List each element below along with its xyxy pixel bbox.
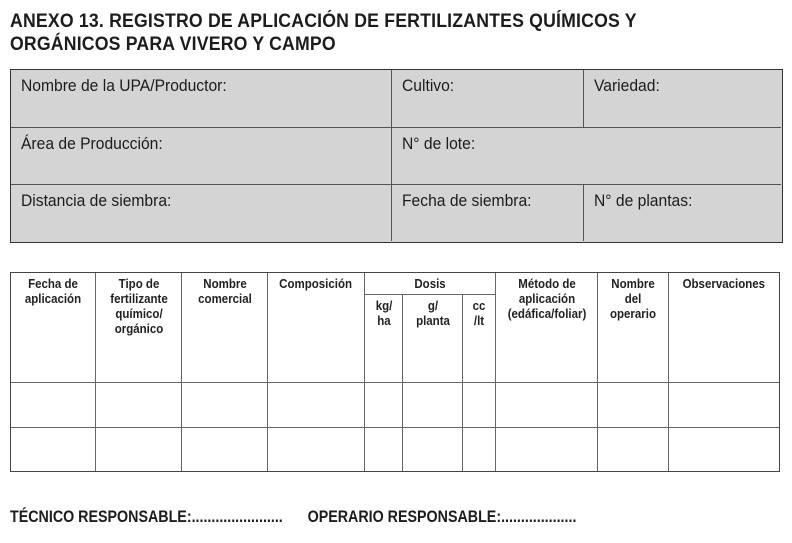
signature-footer	[10, 508, 790, 527]
nombre-upa-field[interactable]	[11, 70, 392, 128]
header-metodo: Método de aplicación (edáfica/foliar)	[496, 273, 598, 383]
fecha-siembra-label: Fecha de siembra:	[402, 191, 532, 210]
numero-lote-label: N° de lote:	[402, 134, 476, 153]
header-nombre-comercial: Nombre comercial	[182, 273, 268, 383]
document-title	[10, 10, 726, 56]
distancia-siembra-field[interactable]	[11, 185, 392, 241]
header-operario: Nombre del operario	[598, 273, 669, 383]
table-cell[interactable]	[403, 428, 463, 471]
title-line-2: ORGÁNICOS PARA VIVERO Y CAMPO	[10, 34, 336, 55]
header-dosis-cc: cc /lt	[463, 295, 496, 383]
header-dosis: Dosis	[365, 273, 496, 295]
table-cell[interactable]	[496, 428, 598, 471]
header-dosis-g: g/ planta	[403, 295, 463, 383]
table-cell[interactable]	[96, 383, 182, 428]
distancia-siembra-label: Distancia de siembra:	[21, 191, 172, 210]
nombre-upa-label: Nombre de la UPA/Productor:	[21, 76, 227, 95]
fecha-siembra-field[interactable]	[392, 185, 584, 241]
table-cell[interactable]	[463, 428, 496, 471]
table-cell[interactable]	[11, 428, 96, 471]
title-line-1: ANEXO 13. REGISTRO DE APLICACIÓN DE FERTILIZANTES QUÍMICOS Y	[10, 11, 637, 32]
header-composicion: Composición	[268, 273, 365, 383]
table-cell[interactable]	[182, 383, 268, 428]
header-fecha: Fecha de aplicación	[11, 273, 96, 383]
table-cell[interactable]	[182, 428, 268, 471]
table-cell[interactable]	[598, 383, 669, 428]
table-cell[interactable]	[403, 383, 463, 428]
table-cell[interactable]	[496, 383, 598, 428]
cultivo-field[interactable]	[392, 70, 584, 128]
table-cell[interactable]	[268, 383, 365, 428]
table-cell[interactable]	[598, 428, 669, 471]
table-cell[interactable]	[96, 428, 182, 471]
info-form	[10, 69, 783, 243]
area-produccion-field[interactable]	[11, 128, 392, 185]
numero-plantas-label: N° de plantas:	[594, 191, 693, 210]
table-cell[interactable]	[11, 383, 96, 428]
header-tipo: Tipo de fertilizante químico/ orgánico	[96, 273, 182, 383]
header-observaciones: Observaciones	[669, 273, 779, 383]
table-cell[interactable]	[669, 428, 779, 471]
operario-responsable[interactable]: OPERARIO RESPONSABLE:...................	[307, 508, 577, 526]
numero-plantas-field[interactable]	[584, 185, 781, 241]
variedad-label: Variedad:	[594, 76, 660, 95]
table-cell[interactable]	[463, 383, 496, 428]
header-dosis-kg: kg/ ha	[365, 295, 403, 383]
cultivo-label: Cultivo:	[402, 76, 455, 95]
table-cell[interactable]	[365, 383, 403, 428]
table-cell[interactable]	[365, 428, 403, 471]
table-cell[interactable]	[669, 383, 779, 428]
tecnico-responsable[interactable]: TÉCNICO RESPONSABLE:.......................	[10, 508, 283, 526]
numero-lote-field[interactable]	[392, 128, 781, 185]
variedad-field[interactable]	[584, 70, 781, 128]
area-produccion-label: Área de Producción:	[21, 134, 163, 153]
application-table	[10, 272, 780, 472]
table-cell[interactable]	[268, 428, 365, 471]
